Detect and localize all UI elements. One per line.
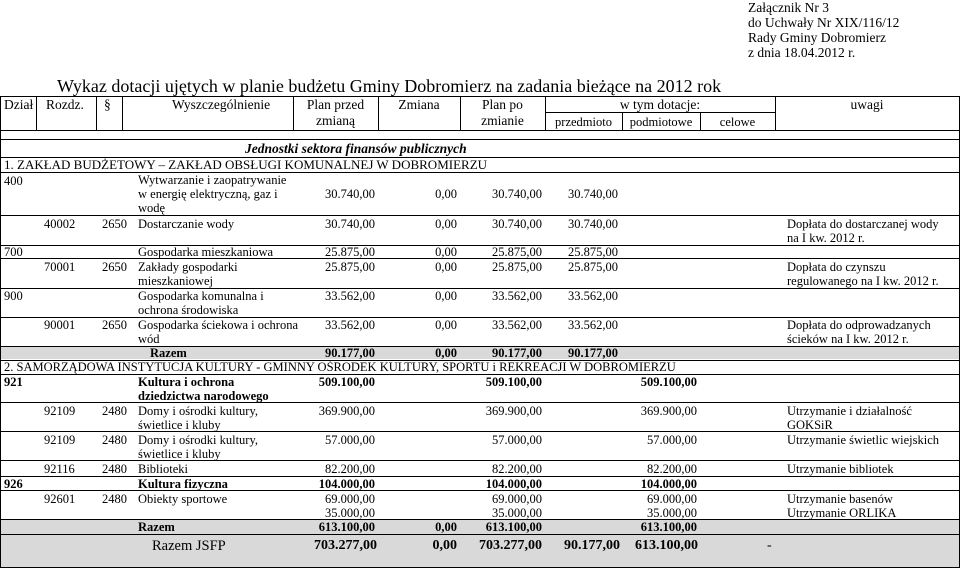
col-header-plan-przed: Plan przed zmianą <box>306 97 365 128</box>
col-header-przedmiotowe: przedmioto <box>555 115 612 129</box>
col-header-dzial: Dział <box>4 97 34 112</box>
col-header-rozdz: Rozdz. <box>46 97 84 112</box>
col-header-uwagi: uwagi <box>850 97 884 112</box>
annex-line: Rady Gminy Dobromierz <box>748 30 886 45</box>
col-header-wyszczegolnienie: Wyszczególnienie <box>172 97 271 112</box>
col-header-zmiana: Zmiana <box>398 97 440 112</box>
annex-note <box>748 0 899 60</box>
col-header-plan-po: Plan po zmianie <box>481 97 524 128</box>
annex-line: Załącznik Nr 3 <box>748 0 829 15</box>
col-header-par: § <box>104 97 111 112</box>
section-title: Jednostki sektora finansów publicznych <box>245 141 467 156</box>
col-header-w-tym-dotacje: w tym dotacje: <box>619 97 701 112</box>
col-header-celowe: celowe <box>719 115 756 129</box>
annex-line: do Uchwały Nr XIX/116/12 <box>748 15 900 30</box>
unit-title: 2. SAMORZĄDOWA INSTYTUCJA KULTURY - GMINNY OŚRODEK KULTURY, SPORTU i REKREACJI W DOBROMIERZU <box>4 360 676 374</box>
col-header-podmiotowe: podmiotowe <box>629 115 693 129</box>
unit-title: 1. ZAKŁAD BUDŻETOWY – ZAKŁAD OBSŁUGI KOMUNALNEJ W DOBROMIERZU <box>4 157 488 172</box>
document-title: Wykaz dotacji ujętych w planie budżetu Gminy Dobromierz na zadania bieżące na 2012 rok <box>57 76 722 96</box>
annex-line: z dnia 18.04.2012 r. <box>748 45 856 60</box>
